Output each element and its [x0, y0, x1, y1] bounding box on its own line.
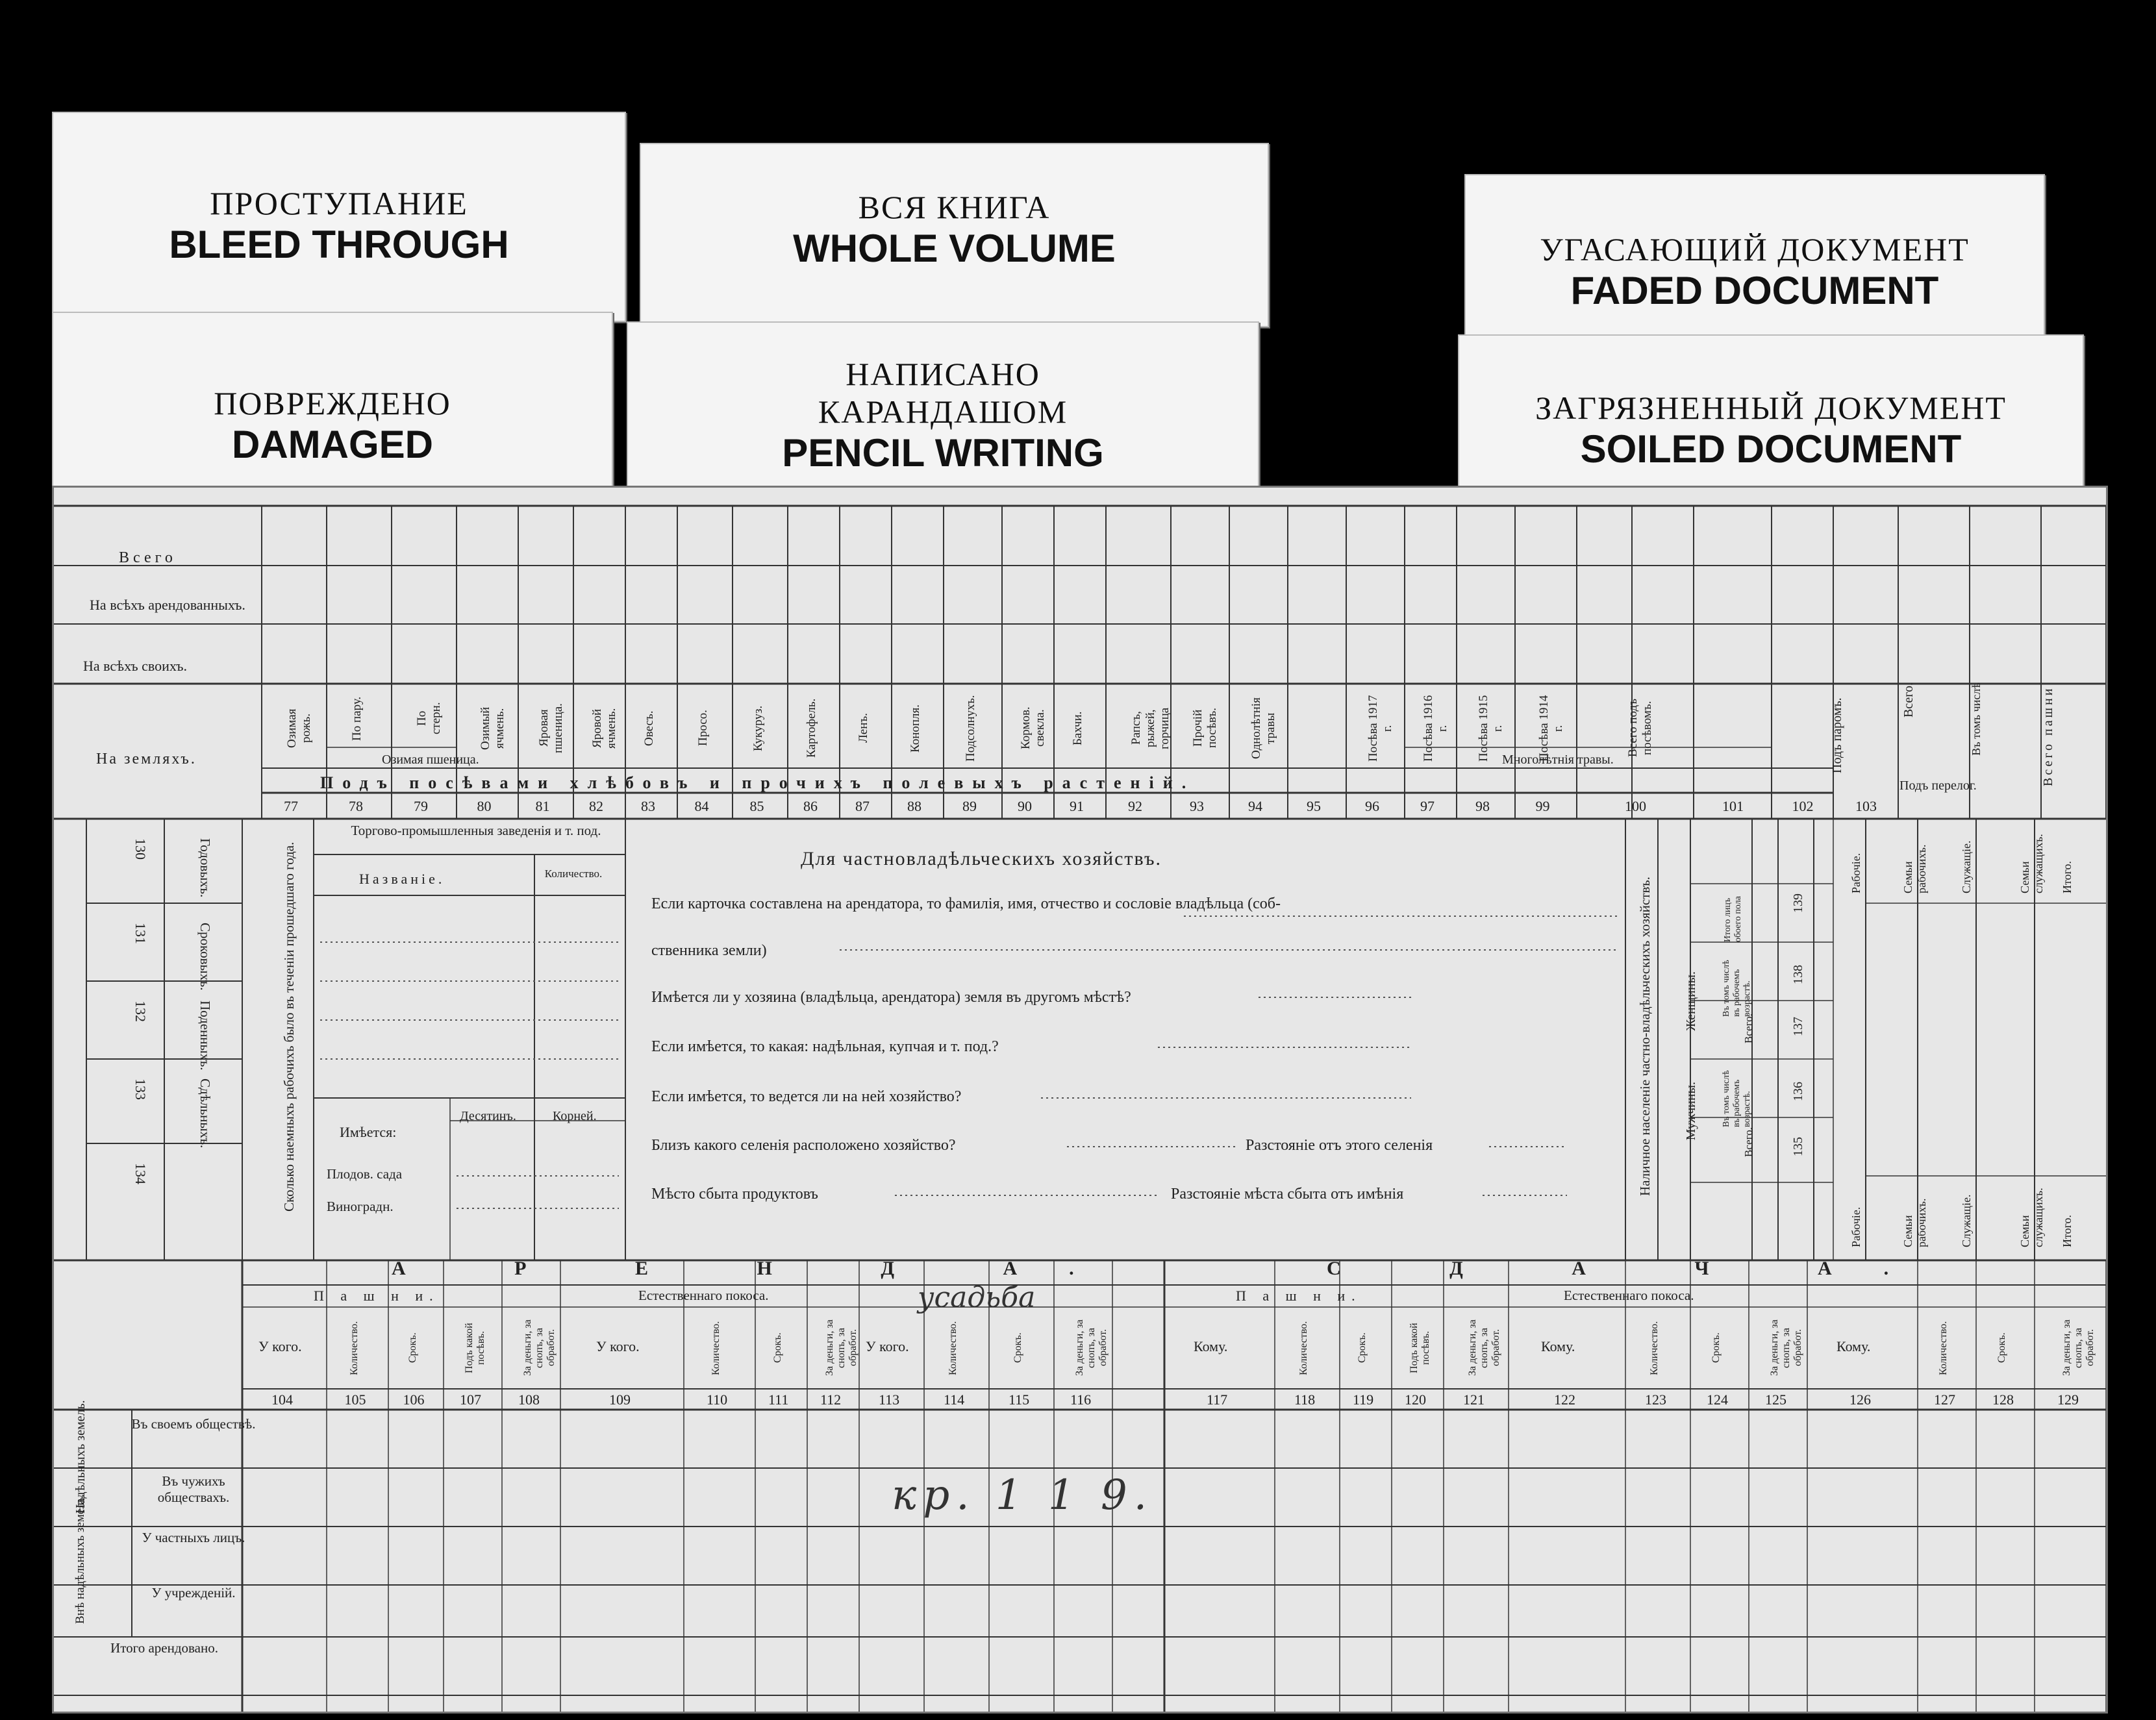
bottom-col-header: Срокъ. [1012, 1332, 1023, 1364]
flag-whole-volume [640, 143, 1269, 327]
right-col-footer: Семьи служащихъ. [2018, 1188, 2045, 1247]
column-number: 125 [1765, 1391, 1786, 1408]
column-number: 107 [460, 1391, 481, 1408]
population-label: Наличное населеніе частно-владѣльческихъ хозяйствъ. [1637, 877, 1653, 1196]
flag-ru: УГАСАЮЩИЙ ДОКУМЕНТ [1540, 231, 1970, 268]
pop-total-women: Всего. [1742, 1014, 1755, 1043]
crop-header: Однолѣтнія травы [1249, 697, 1277, 759]
column-number: 78 [349, 798, 363, 814]
trade-title: Торгово-промышленныя заведенія и т. под. [351, 823, 601, 838]
right-col-header: Итого. [2061, 860, 2074, 893]
bottom-col-header: Количество. [710, 1321, 721, 1375]
right-col-header: Семьи рабочихъ. [1901, 844, 1928, 893]
winter-wheat-label: Озимая пшеница. [382, 753, 479, 767]
column-number: 87 [855, 798, 870, 814]
bottom-col-header: Количество. [1298, 1321, 1309, 1375]
bottom-col-header: Срокъ. [1711, 1332, 1722, 1364]
column-number: 121 [1463, 1391, 1485, 1408]
vineyard-label: Виноградн. [327, 1199, 394, 1214]
bottom-col-header: Срокъ. [1357, 1332, 1368, 1364]
men-label: Мужчины. [1684, 1082, 1698, 1141]
crop-header: Яровой ячмень. [590, 708, 618, 749]
under-crops-label: Подъ посѣвами хлѣбовъ и прочихъ полевыхъ растеній. [320, 773, 1196, 792]
arenda-title: А Р Е Н Д А. [392, 1258, 1126, 1279]
bottom-col-header: У кого. [258, 1338, 302, 1354]
column-number: 123 [1645, 1391, 1666, 1408]
roots-label: Корней. [553, 1109, 597, 1123]
flag-soiled-document [1458, 334, 2084, 509]
flag-pencil-writing [627, 321, 1259, 499]
bottom-col-header: Срокъ. [772, 1332, 783, 1364]
column-number: 82 [589, 798, 603, 814]
column-number: 102 [1792, 798, 1814, 814]
worker-number: 130 [132, 838, 149, 860]
crop-header: Просо. [696, 710, 710, 747]
right-col-header: Семьи служащихъ. [2018, 834, 2045, 893]
dessiatin-label: Десятинъ. [460, 1109, 516, 1123]
column-number: 127 [1934, 1391, 1955, 1408]
crop-header: Озимый ячмень. [478, 706, 507, 750]
crop-header: Конопля. [909, 704, 922, 753]
flag-en: FADED DOCUMENT [1570, 269, 1939, 312]
crop-header: Озимая рожь. [285, 708, 313, 748]
bottom-col-header: Количество. [1649, 1321, 1660, 1375]
column-number: 93 [1190, 798, 1204, 814]
right-col-footer: Семьи рабочихъ. [1901, 1198, 1928, 1247]
row-total-rented: Итого арендовано. [110, 1640, 218, 1656]
column-number: 105 [344, 1391, 366, 1408]
column-number: 106 [403, 1391, 425, 1408]
crop-header: Подсолнухъ. [964, 695, 977, 762]
population-number: 137 [1791, 1017, 1805, 1036]
column-number: 117 [1207, 1391, 1228, 1408]
column-number: 109 [609, 1391, 631, 1408]
population-number: 135 [1791, 1137, 1805, 1156]
row-label-total: Всего [119, 549, 177, 566]
population-number: 138 [1791, 965, 1805, 984]
bottom-col-header: Количество. [947, 1321, 959, 1375]
bottom-col-header: Кому. [1541, 1338, 1575, 1354]
crop-header: Посѣва 1915 г. [1477, 695, 1505, 762]
column-number: 120 [1405, 1391, 1426, 1408]
arable-total-label: Всего пашни [2041, 686, 2055, 786]
worker-type: Поденныхъ. [197, 1001, 213, 1071]
flag-faded-document [1464, 174, 2045, 339]
flag-ru: ВСЯ КНИГА [858, 189, 1051, 225]
bottom-col-header: За деньги, за снопъ, за обработ. [824, 1319, 859, 1377]
worker-number: 133 [132, 1078, 149, 1100]
column-number: 94 [1248, 798, 1262, 814]
question-village: Близъ какого селенія расположено хозяйство? [651, 1137, 956, 1154]
right-col-footer: Итого. [2061, 1214, 2074, 1247]
fallow-label: Подъ паромъ. [1830, 697, 1844, 773]
hired-workers-label: Сколько наемныхъ рабочихъ было въ теченіи прошедшаго года. [281, 841, 297, 1212]
column-number: 91 [1070, 798, 1084, 814]
column-number: 111 [768, 1391, 789, 1408]
worker-type: Сроковыхъ. [197, 923, 213, 991]
question-other-land: Имѣется ли у хозяина (владѣльца, арендатора) земля въ другомъ мѣстѣ? [651, 989, 1131, 1006]
flag-bleed-through [52, 112, 626, 322]
vne-nadel-label: Внѣ надѣльныхъ земель. [73, 1493, 87, 1624]
population-number: 139 [1791, 893, 1805, 913]
column-number: 129 [2057, 1391, 2079, 1408]
question-market-distance: Разстояніе мѣста сбыта отъ имѣнія [1171, 1186, 1404, 1203]
perelog-total-label: Всего. [1901, 682, 1916, 718]
column-number: 85 [749, 798, 764, 814]
column-number: 86 [803, 798, 818, 814]
orchard-label: Плодов. сада [327, 1166, 403, 1182]
crop-header: Бахчи. [1071, 711, 1084, 745]
column-number: 119 [1353, 1391, 1374, 1408]
question-village-distance: Разстояніе отъ этого селенія [1246, 1137, 1433, 1154]
question-market: Мѣсто сбыта продуктовъ [651, 1186, 818, 1203]
row-private-persons: У частныхъ лицъ. [142, 1530, 245, 1545]
column-number: 128 [1992, 1391, 2014, 1408]
crop-header: Посѣва 1916 г. [1422, 695, 1449, 762]
crop-header: Кормов. свекла. [1019, 706, 1047, 750]
column-number: 122 [1554, 1391, 1575, 1408]
column-number: 88 [907, 798, 921, 814]
row-own-society: Въ своемъ обществѣ. [131, 1416, 256, 1432]
bottom-col-header: Кому. [1836, 1338, 1871, 1354]
crop-header: Рапсъ, рыжей, горчица [1129, 707, 1172, 749]
flag-en: DAMAGED [232, 423, 433, 466]
sdacha-pashni: П а ш н и. [1236, 1288, 1362, 1304]
row-label-lands: На земляхъ. [96, 751, 197, 767]
flag-ru: ПОВРЕЖДЕНО [214, 385, 451, 421]
worker-type: Годовыхъ. [197, 838, 213, 898]
crop-header: Овесъ. [642, 710, 656, 746]
women-label: Женщины. [1684, 971, 1698, 1031]
sdacha-title: С Д А Ч А. [1327, 1258, 1941, 1279]
column-number: 77 [284, 798, 298, 814]
private-farms-title: Для частновладѣльческихъ хозяйствъ. [801, 848, 1162, 869]
crop-header: Посѣва 1914 г. [1536, 695, 1565, 762]
flag-en: BLEED THROUGH [169, 223, 509, 266]
flag-en: WHOLE VOLUME [793, 227, 1116, 270]
right-col-footer: Служащіе. [1960, 1194, 1973, 1247]
pop-total-both: Итого лицъ обоего пола [1723, 896, 1743, 942]
trade-name-col: Названіе. [359, 871, 445, 887]
column-number: 103 [1855, 798, 1877, 814]
column-number: 112 [820, 1391, 842, 1408]
flag-ru: ПРОСТУПАНИЕ [210, 185, 468, 221]
question-owner-cont: ственника земли) [651, 942, 767, 959]
perennial-label: Многолѣтнія травы. [1502, 753, 1614, 767]
column-number: 80 [477, 798, 492, 814]
arenda-pashni: П а ш н и. [314, 1288, 440, 1304]
bottom-col-header: За деньги, за снопъ, за обработ. [2061, 1319, 2096, 1377]
bottom-col-header: За деньги, за снопъ, за обработ. [1467, 1319, 1501, 1377]
column-number: 81 [535, 798, 550, 814]
right-col-header: Рабочіе. [1849, 853, 1862, 893]
sdacha-pokos: Естественнаго покоса. [1564, 1288, 1694, 1303]
column-number: 101 [1722, 798, 1744, 814]
flag-ru: НАПИСАНО [846, 356, 1040, 392]
pop-total-men: Всего. [1742, 1127, 1755, 1157]
pop-workage-women: Въ томъ числѣ въ рабочемъ возрастѣ. [1722, 960, 1752, 1017]
trade-qty-col: Количество. [544, 867, 603, 880]
question-land-type: Если имѣется, то какая: надѣльная, купчая и т. под.? [651, 1038, 999, 1055]
flag-ru: ЗАГРЯЗНЕННЫЙ ДОКУМЕНТ [1535, 390, 2007, 426]
bottom-col-header: Подъ какой посѣвъ. [464, 1323, 486, 1373]
handwriting-note: кр. 1 1 9. [892, 1471, 1154, 1519]
crop-header: Ленъ. [857, 713, 870, 743]
column-number: 126 [1849, 1391, 1871, 1408]
column-number: 104 [271, 1391, 293, 1408]
perelog-sub-label: Въ томъ числѣ [1970, 682, 1983, 756]
worker-number: 132 [132, 1001, 149, 1022]
crop-header: Кукуруз. [751, 705, 765, 751]
column-number: 118 [1294, 1391, 1316, 1408]
column-number: 95 [1307, 798, 1321, 814]
bottom-col-header: За деньги, за снопъ, за обработ. [1769, 1319, 1803, 1377]
bottom-col-header: Количество. [1938, 1321, 1949, 1375]
row-other-societies: Въ чужихъ обществахъ. [157, 1473, 230, 1505]
flag-ru: КАРАНДАШОМ [818, 393, 1068, 430]
population-number: 136 [1791, 1082, 1805, 1101]
column-number: 84 [694, 798, 709, 814]
has-label: Имѣется: [340, 1124, 397, 1140]
bottom-col-header: За деньги, за снопъ, за обработ. [522, 1319, 557, 1377]
crop-header: Яровая пшеница. [536, 703, 565, 753]
worker-number: 134 [132, 1163, 149, 1184]
question-owner: Если карточка составлена на арендатора, то фамилія, имя, отчество и сословіе владѣльца (соб- [651, 895, 1281, 912]
bottom-col-header: Количество. [348, 1321, 360, 1375]
column-number: 96 [1365, 798, 1379, 814]
column-number: 114 [944, 1391, 965, 1408]
right-col-header: Служащіе. [1960, 840, 1973, 893]
arenda-pokos: Естественнаго покоса. [638, 1288, 769, 1303]
crop-header: Прочій посѣвъ. [1191, 708, 1219, 749]
bottom-col-header: У кого. [596, 1338, 640, 1354]
bottom-col-header: За деньги, за снопъ, за обработ. [1074, 1319, 1109, 1377]
column-number: 83 [641, 798, 655, 814]
column-number: 100 [1625, 798, 1646, 814]
crop-header: По пару. [350, 696, 364, 741]
ledger-sheet [52, 486, 2108, 1714]
worker-type: Сдѣльныхъ. [197, 1078, 213, 1149]
bottom-col-header: Кому. [1194, 1338, 1228, 1354]
flag-damaged [52, 312, 613, 503]
column-number: 124 [1707, 1391, 1728, 1408]
pop-workage-men: Въ томъ числѣ въ рабочемъ возрастѣ. [1722, 1070, 1752, 1127]
question-farming: Если имѣется, то ведется ли на ней хозяйство? [651, 1088, 962, 1105]
column-number: 92 [1128, 798, 1142, 814]
crop-header: Посѣва 1917 г. [1366, 695, 1394, 762]
column-number: 113 [879, 1391, 900, 1408]
bottom-col-header: Срокъ. [407, 1332, 418, 1364]
flag-en: SOILED DOCUMENT [1580, 427, 1962, 471]
row-label-rented: На всѣхъ арендованныхъ. [90, 597, 245, 613]
crop-header: Всего подъ посѣвомъ. [1626, 699, 1654, 758]
bottom-col-header: Срокъ. [1996, 1332, 2007, 1364]
column-number: 110 [707, 1391, 728, 1408]
flag-en: PENCIL WRITING [782, 431, 1104, 475]
row-label-own: На всѣхъ своихъ. [83, 658, 187, 674]
column-number: 79 [414, 798, 428, 814]
right-col-footer: Рабочіе. [1849, 1206, 1862, 1247]
column-number: 89 [962, 798, 977, 814]
column-number: 99 [1535, 798, 1550, 814]
column-number: 108 [518, 1391, 540, 1408]
perelog-label: Подъ перелог. [1899, 779, 1977, 793]
row-institutions: У учрежденій. [151, 1585, 236, 1601]
column-number: 115 [1009, 1391, 1030, 1408]
column-number: 98 [1475, 798, 1490, 814]
column-number: 90 [1018, 798, 1032, 814]
bottom-col-header: Подъ какой посѣвъ. [1409, 1323, 1431, 1373]
crop-header: Картофель. [805, 698, 818, 758]
column-number: 116 [1070, 1391, 1092, 1408]
bottom-col-header: У кого. [866, 1338, 909, 1354]
worker-number: 131 [132, 923, 149, 944]
column-number: 97 [1420, 798, 1435, 814]
handwriting-estate: усадьба [918, 1281, 1036, 1314]
nadel-lands-label: Надѣльныхъ земель. [73, 1400, 88, 1514]
crop-header: По стерн. [415, 702, 443, 735]
